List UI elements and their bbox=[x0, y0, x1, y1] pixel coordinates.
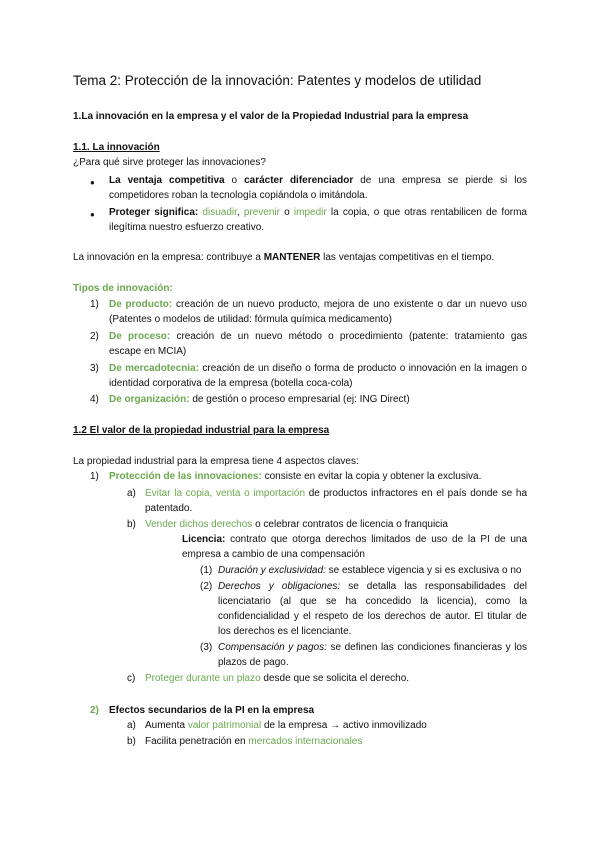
bullet-line: Proteger significa: disuadir, prevenir o impedir la copia, o que otras rentabilicen de forma bbox=[109, 207, 527, 218]
list-letter: c) bbox=[127, 673, 136, 684]
bullet-icon: ● bbox=[90, 178, 95, 187]
sublist-item: Aumenta valor patrimonial de la empresa → activo inmovilizado bbox=[145, 720, 427, 731]
list-item-proteccion: Protección de las innovaciones: consiste en evitar la copia y obtener la exclusiva. bbox=[109, 471, 482, 482]
list-number: 4) bbox=[90, 394, 99, 405]
licencia-line: plazos de pago. bbox=[218, 657, 289, 668]
list-item-line: identidad corporativa de la empresa (botella coca-cola) bbox=[109, 378, 353, 389]
list-item-mercadotecnia: De mercadotecnia: creación de un diseño o forma de producto o innovación en la imagen o bbox=[109, 363, 527, 374]
licencia-item: Duración y exclusividad: se establece vigencia y si es exclusiva o no bbox=[218, 565, 522, 576]
sublist-item: Proteger durante un plazo desde que se solicita el derecho. bbox=[145, 673, 410, 684]
licencia-number: (2) bbox=[200, 581, 213, 592]
list-letter: a) bbox=[127, 488, 136, 499]
question-text: ¿Para qué sirve proteger las innovaciones? bbox=[73, 157, 266, 168]
section-heading: 1.La innovación en la empresa y el valor de la Propiedad Industrial para la empresa bbox=[73, 111, 469, 122]
list-letter: a) bbox=[127, 720, 136, 731]
list-letter: b) bbox=[127, 519, 136, 530]
licencia-number: (1) bbox=[200, 565, 213, 576]
bullet-line: ilegítima nuestro esfuerzo creativo. bbox=[109, 222, 265, 233]
paragraph: La innovación en la empresa: contribuye a MANTENER las ventajas competitivas en el tiempo. bbox=[73, 252, 495, 263]
bullet-icon: ● bbox=[90, 210, 95, 219]
list-number: 2) bbox=[90, 705, 99, 716]
list-number: 1) bbox=[90, 299, 99, 310]
paragraph: La propiedad industrial para la empresa tiene 4 aspectos claves: bbox=[73, 456, 359, 467]
subsection-heading-valor: 1.2 El valor de la propiedad industrial para la empresa bbox=[73, 425, 330, 436]
sublist-item: Facilita penetración en mercados internacionales bbox=[145, 736, 363, 747]
list-item-proceso: De proceso: creación de un nuevo método o procedimiento (patente: tratamiento gas bbox=[109, 331, 528, 342]
bullet-line: La ventaja competitiva o carácter diferenciador de una empresa se pierde si los bbox=[109, 175, 527, 186]
list-item-efectos: Efectos secundarios de la PI en la empresa bbox=[109, 705, 315, 716]
licencia-line: confidencialidad y el respeto de los derechos de autor. El titular de bbox=[218, 611, 527, 622]
list-item-line: escape en MCIA) bbox=[109, 346, 187, 357]
licencia-definition: Licencia: contrato que otorga derechos limitados de uso de la PI de una bbox=[182, 534, 527, 545]
licencia-item: Derechos y obligaciones: se detalla las responsabilidades del bbox=[218, 581, 527, 592]
list-item-line: (Patentes o modelos de utilidad: fórmula química medicamento) bbox=[109, 314, 392, 325]
bullet-line: competidores roban la tecnología copiándola o imitándola. bbox=[109, 190, 368, 201]
list-number: 2) bbox=[90, 331, 99, 342]
licencia-line: los derechos es el licenciante. bbox=[218, 626, 352, 637]
subsection-heading-innovacion: 1.1. La innovación bbox=[73, 142, 160, 153]
list-item-organizacion: De organización: de gestión o proceso empresarial (ej: ING Direct) bbox=[109, 394, 410, 405]
list-item-producto: De producto: creación de un nuevo producto, mejora de uno existente o dar un nuevo uso bbox=[109, 299, 527, 310]
list-number: 1) bbox=[90, 471, 99, 482]
licencia-line: empresa a cambio de una compensación bbox=[182, 549, 365, 560]
list-letter: b) bbox=[127, 736, 136, 747]
licencia-item: Compensación y pagos: se definen las condiciones financieras y los bbox=[218, 642, 527, 653]
sublist-item: Vender dichos derechos o celebrar contratos de licencia o franquicia bbox=[145, 519, 448, 530]
licencia-number: (3) bbox=[200, 642, 213, 653]
tipos-heading: Tipos de innovación: bbox=[73, 283, 173, 294]
sublist-line: patentado. bbox=[145, 503, 193, 514]
list-number: 3) bbox=[90, 363, 99, 374]
sublist-item: Evitar la copia, venta o importación de productos infractores en el país donde se ha bbox=[145, 488, 528, 499]
page-title: Tema 2: Protección de la innovación: Patentes y modelos de utilidad bbox=[73, 73, 482, 88]
licencia-line: licenciatario (al que se ha concedido la licencia), como la bbox=[218, 596, 527, 607]
